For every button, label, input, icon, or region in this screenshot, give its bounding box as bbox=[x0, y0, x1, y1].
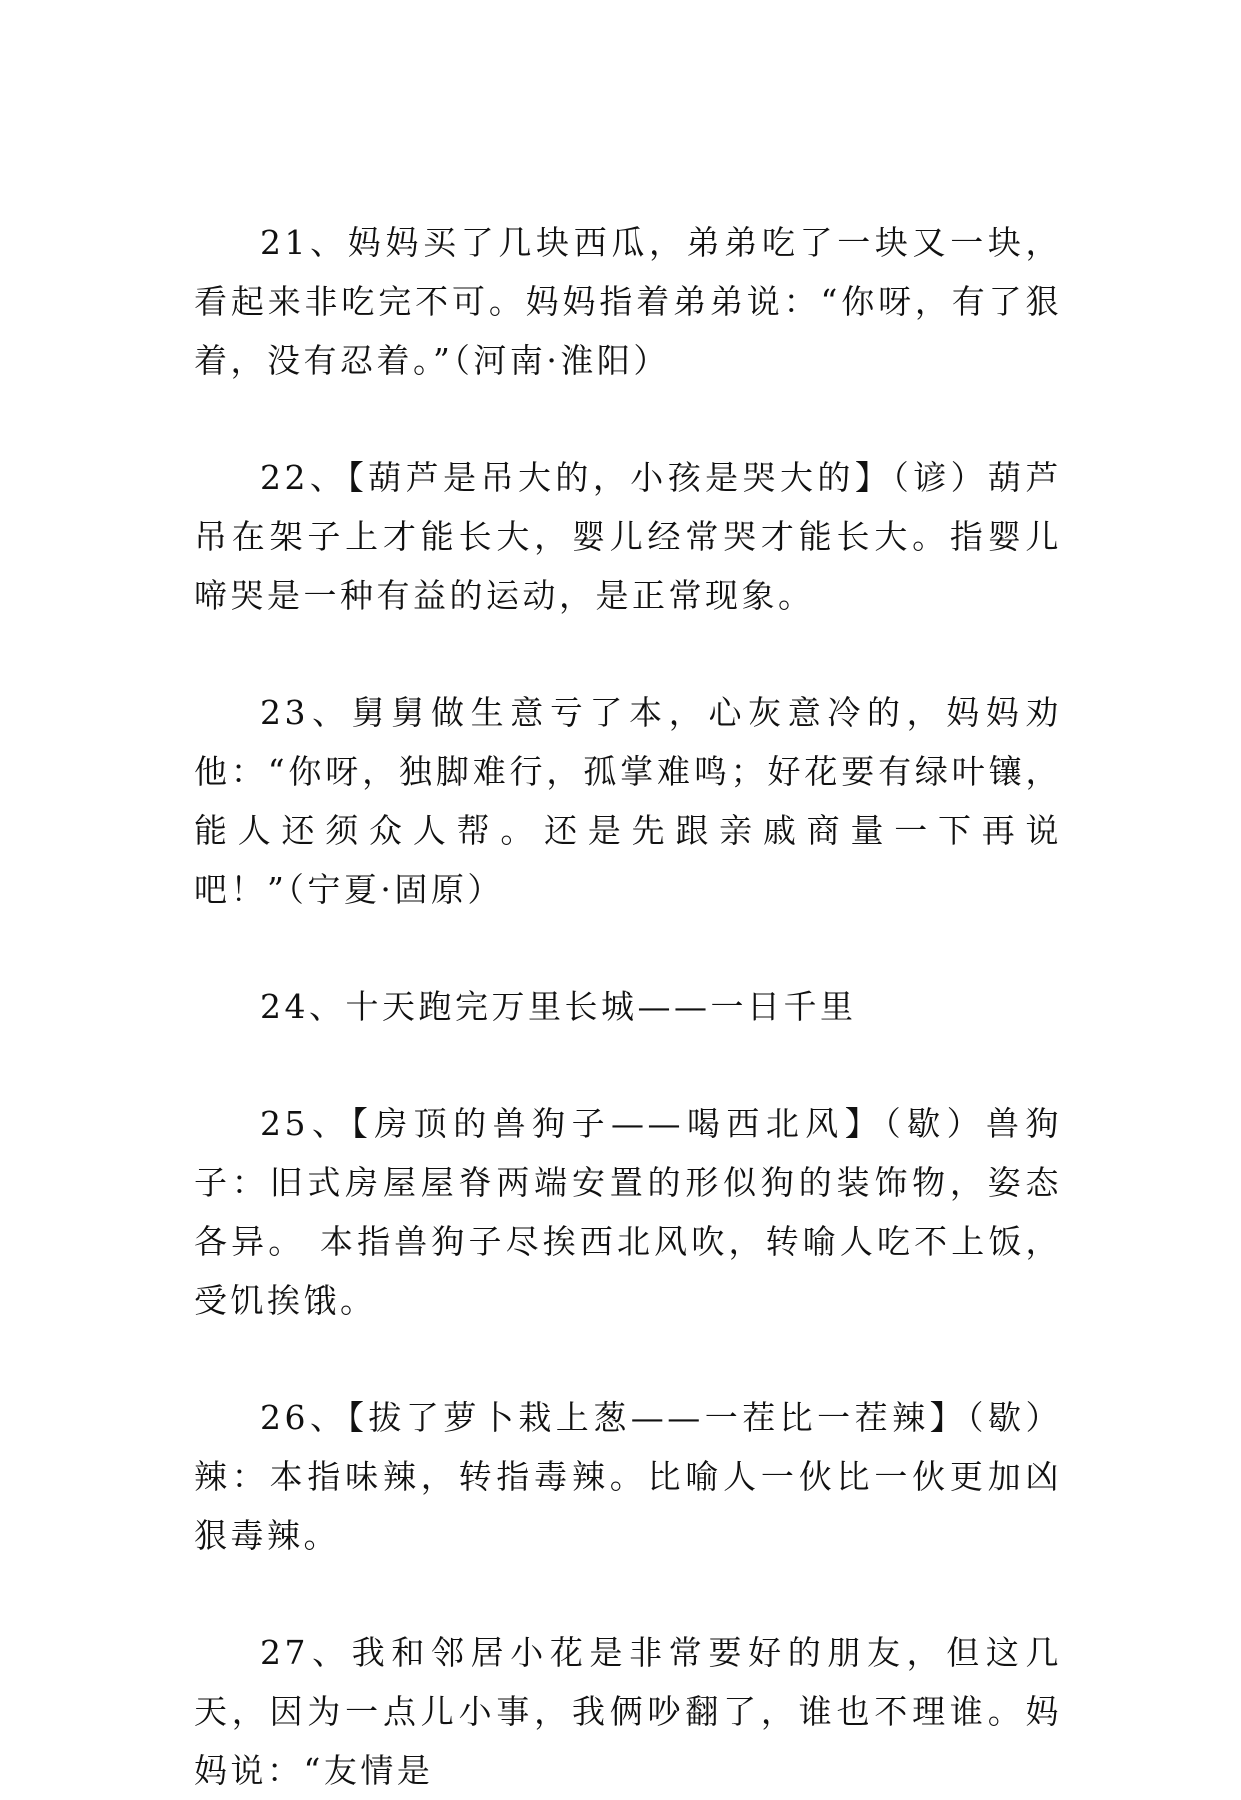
paragraph-27: 27、我和邻居小花是非常要好的朋友，但这几天，因为一点儿小事，我俩吵翻了，谁也不理谁。妈妈说：“友情是 bbox=[194, 1633, 1062, 1790]
paragraph-23: 23、舅舅做生意亏了本，心灰意冷的，妈妈劝他：“你呀，独脚难行，孤掌难鸣；好花要有绿叶镶，能人还须众人帮。还是先跟亲戚商量一下再说吧！”（宁夏·固原） bbox=[194, 693, 1062, 909]
paragraph-22: 22、【葫芦是吊大的，小孩是哭大的】（谚）葫芦吊在架子上才能长大，婴儿经常哭才能长大。指婴儿啼哭是一种有益的运动，是正常现象。 bbox=[194, 458, 1062, 615]
paragraph-21: 21、妈妈买了几块西瓜，弟弟吃了一块又一块，看起来非吃完不可。妈妈指着弟弟说：“你呀，有了狠着，没有忍着。”（河南·淮阳） bbox=[194, 223, 1062, 380]
paragraph-25: 25、【房顶的兽狗子——喝西北风】（歇）兽狗子：旧式房屋屋脊两端安置的形似狗的装饰物，姿态各异。 本指兽狗子尽挨西北风吹，转喻人吃不上饭，受饥挨饿。 bbox=[194, 1104, 1062, 1320]
paragraph-26: 26、【拔了萝卜栽上葱——一茬比一茬辣】（歇）辣：本指味辣，转指毒辣。比喻人一伙比一伙更加凶狠毒辣。 bbox=[194, 1398, 1062, 1555]
document-body bbox=[194, 213, 1062, 1800]
paragraph-24: 24、十天跑完万里长城——一日千里 bbox=[260, 987, 857, 1026]
